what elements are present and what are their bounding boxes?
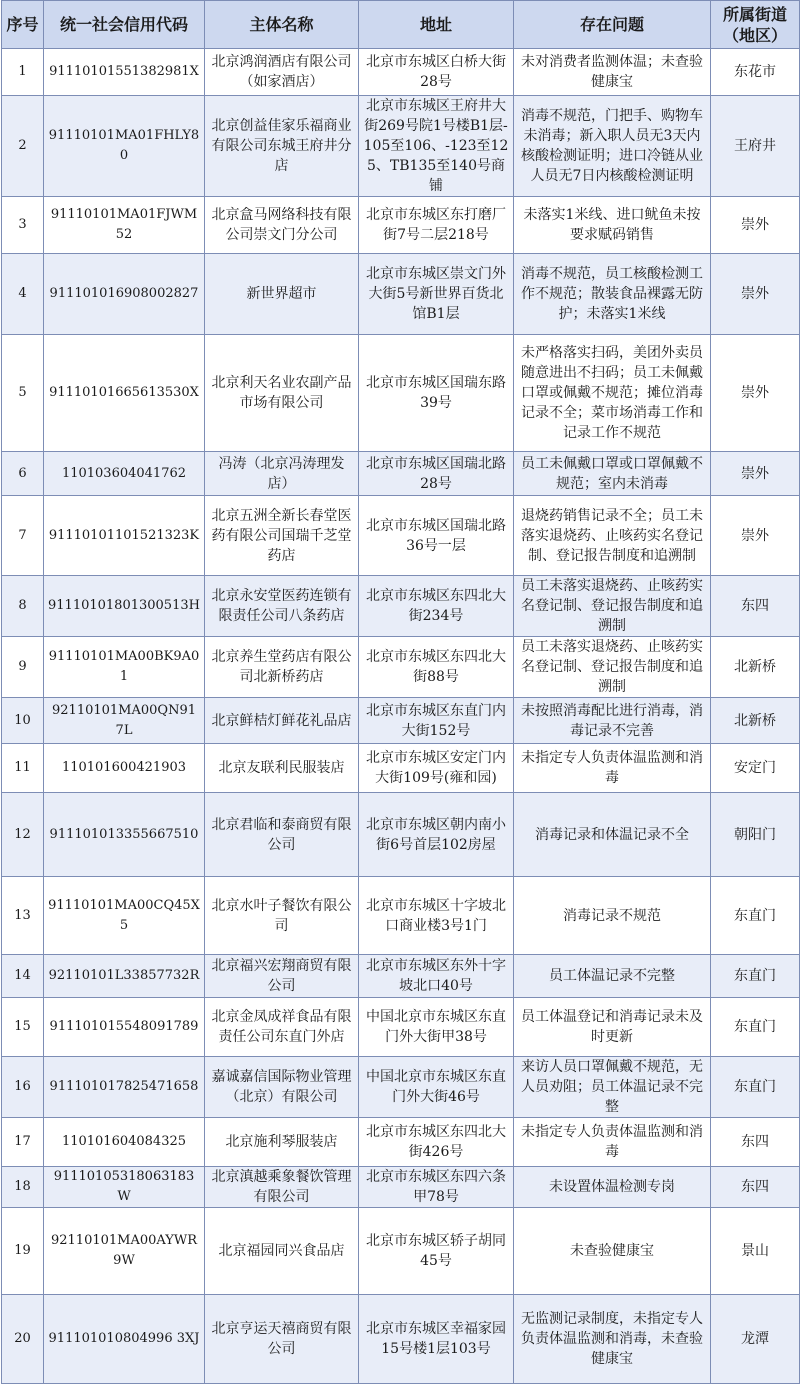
cell-code: 92110101MA00QN917L — [44, 698, 205, 744]
cell-name: 北京友联利民服装店 — [205, 744, 359, 793]
cell-address: 中国北京市东城区东直门外大街甲38号 — [359, 998, 514, 1057]
cell-issue: 未指定专人负责体温监测和消毒 — [514, 744, 711, 793]
cell-code: 911101016908002827 — [44, 254, 205, 335]
cell-issue: 未对消费者监测体温；未查验健康宝 — [514, 49, 711, 96]
cell-index: 14 — [2, 955, 44, 998]
cell-issue: 未设置体温检测专岗 — [514, 1167, 711, 1208]
cell-code: 91110101MA01FHLY80 — [44, 96, 205, 197]
cell-issue: 员工体温记录不完整 — [514, 955, 711, 998]
cell-code: 91110101551382981X — [44, 49, 205, 96]
cell-issue: 员工未落实退烧药、止咳药实名登记制、登记报告制度和追溯制 — [514, 576, 711, 637]
cell-street: 北新桥 — [711, 698, 800, 744]
cell-name: 冯涛（北京冯涛理发店） — [205, 452, 359, 496]
cell-street: 安定门 — [711, 744, 800, 793]
table-row — [2, 197, 800, 254]
cell-address: 北京市东城区王府井大街269号院1号楼B1层-105至106、-123至125、TB135至140号商铺 — [359, 96, 514, 197]
cell-street: 崇外 — [711, 254, 800, 335]
cell-address: 北京市东城区轿子胡同45号 — [359, 1208, 514, 1295]
cell-index: 12 — [2, 793, 44, 877]
cell-issue: 未严格落实扫码，美团外卖员随意进出不扫码；员工未佩戴口罩或佩戴不规范；摊位消毒记录不全；菜市场消毒工作和记录工作不规范 — [514, 335, 711, 452]
cell-issue: 无监测记录制度，未指定专人负责体温监测和消毒，未查验健康宝 — [514, 1295, 711, 1384]
header-name: 主体名称 — [205, 1, 359, 49]
cell-index: 19 — [2, 1208, 44, 1295]
cell-street: 东四 — [711, 1118, 800, 1167]
cell-name: 北京永安堂医药连锁有限责任公司八条药店 — [205, 576, 359, 637]
table-row — [2, 96, 800, 197]
cell-street: 东直门 — [711, 955, 800, 998]
cell-address: 北京市东城区十字坡北口商业楼3号1门 — [359, 877, 514, 955]
header-index: 序号 — [2, 1, 44, 49]
cell-index: 18 — [2, 1167, 44, 1208]
cell-issue: 未落实1米线、进口鱿鱼未按要求赋码销售 — [514, 197, 711, 254]
table-row — [2, 1057, 800, 1118]
cell-name: 北京施利琴服装店 — [205, 1118, 359, 1167]
cell-address: 北京市东城区朝内南小街6号首层102房屋 — [359, 793, 514, 877]
cell-index: 2 — [2, 96, 44, 197]
cell-index: 10 — [2, 698, 44, 744]
cell-name: 嘉诚嘉信国际物业管理（北京）有限公司 — [205, 1057, 359, 1118]
cell-address: 北京市东城区东直门内大街152号 — [359, 698, 514, 744]
cell-index: 1 — [2, 49, 44, 96]
cell-address: 北京市东城区东打磨厂街7号二层218号 — [359, 197, 514, 254]
cell-street: 景山 — [711, 1208, 800, 1295]
cell-issue: 来访人员口罩佩戴不规范，无人员劝阻；员工体温记录不完整 — [514, 1057, 711, 1118]
cell-address: 北京市东城区国瑞东路39号 — [359, 335, 514, 452]
cell-address: 北京市东城区国瑞北路36号一层 — [359, 496, 514, 576]
cell-name: 北京水叶子餐饮有限公司 — [205, 877, 359, 955]
cell-code: 110101600421903 — [44, 744, 205, 793]
cell-street: 崇外 — [711, 496, 800, 576]
header-address: 地址 — [359, 1, 514, 49]
cell-index: 15 — [2, 998, 44, 1057]
cell-issue: 消毒记录不规范 — [514, 877, 711, 955]
cell-code: 91110101101521323K — [44, 496, 205, 576]
cell-code: 911101010804996 3XJ — [44, 1295, 205, 1384]
header-issue: 存在问题 — [514, 1, 711, 49]
cell-street: 朝阳门 — [711, 793, 800, 877]
cell-code: 91110101MA00BK9A01 — [44, 637, 205, 698]
cell-address: 中国北京市东城区东直门外大街46号 — [359, 1057, 514, 1118]
cell-street: 东直门 — [711, 1057, 800, 1118]
cell-code: 911101017825471658 — [44, 1057, 205, 1118]
cell-issue: 退烧药销售记录不全；员工未落实退烧药、止咳药实名登记制、登记报告制度和追溯制 — [514, 496, 711, 576]
cell-code: 911101015548091789 — [44, 998, 205, 1057]
cell-name: 北京金凤成祥食品有限责任公司东直门外店 — [205, 998, 359, 1057]
table-row — [2, 877, 800, 955]
cell-name: 北京养生堂药店有限公司北新桥药店 — [205, 637, 359, 698]
cell-issue: 消毒记录和体温记录不全 — [514, 793, 711, 877]
cell-street: 东直门 — [711, 998, 800, 1057]
cell-street: 东直门 — [711, 877, 800, 955]
cell-street: 东四 — [711, 1167, 800, 1208]
cell-code: 92110101L33857732R — [44, 955, 205, 998]
cell-address: 北京市东城区崇文门外大街5号新世界百货北馆B1层 — [359, 254, 514, 335]
cell-name: 北京五洲全新长春堂医药有限公司国瑞千芝堂药店 — [205, 496, 359, 576]
cell-name: 北京鸿润酒店有限公司（如家酒店） — [205, 49, 359, 96]
cell-code: 91110101MA01FJWM52 — [44, 197, 205, 254]
cell-code: 91110101665613530X — [44, 335, 205, 452]
table-row — [2, 637, 800, 698]
cell-name: 北京鲜桔灯鲜花礼品店 — [205, 698, 359, 744]
cell-street: 崇外 — [711, 335, 800, 452]
table-row — [2, 1118, 800, 1167]
cell-index: 5 — [2, 335, 44, 452]
cell-issue: 未按照消毒配比进行消毒，消毒记录不完善 — [514, 698, 711, 744]
table-row — [2, 335, 800, 452]
cell-code: 92110101MA00AYWR9W — [44, 1208, 205, 1295]
cell-index: 11 — [2, 744, 44, 793]
cell-code: 91110105318063183W — [44, 1167, 205, 1208]
cell-name: 北京福园同兴食品店 — [205, 1208, 359, 1295]
cell-address: 北京市东城区白桥大街28号 — [359, 49, 514, 96]
cell-address: 北京市东城区东四六条甲78号 — [359, 1167, 514, 1208]
cell-name: 北京利天名业农副产品市场有限公司 — [205, 335, 359, 452]
cell-name: 北京盒马网络科技有限公司崇文门分公司 — [205, 197, 359, 254]
cell-street: 东四 — [711, 576, 800, 637]
cell-index: 4 — [2, 254, 44, 335]
cell-address: 北京市东城区幸福家园15号楼1层103号 — [359, 1295, 514, 1384]
cell-address: 北京市东城区国瑞北路28号 — [359, 452, 514, 496]
header-code: 统一社会信用代码 — [44, 1, 205, 49]
table-row — [2, 1295, 800, 1384]
header-street: 所属街道（地区） — [711, 1, 800, 49]
cell-index: 3 — [2, 197, 44, 254]
table-row — [2, 1167, 800, 1208]
cell-address: 北京市东城区东四北大街426号 — [359, 1118, 514, 1167]
cell-issue: 未指定专人负责体温监测和消毒 — [514, 1118, 711, 1167]
cell-name: 北京亨运天禧商贸有限公司 — [205, 1295, 359, 1384]
table-row — [2, 452, 800, 496]
cell-code: 91110101MA00CQ45X5 — [44, 877, 205, 955]
table-row — [2, 496, 800, 576]
table-row — [2, 998, 800, 1057]
cell-street: 崇外 — [711, 197, 800, 254]
cell-address: 北京市东城区东四北大街88号 — [359, 637, 514, 698]
cell-issue: 员工未落实退烧药、止咳药实名登记制、登记报告制度和追溯制 — [514, 637, 711, 698]
table-row — [2, 698, 800, 744]
table-row — [2, 49, 800, 96]
cell-code: 91110101801300513H — [44, 576, 205, 637]
cell-address: 北京市东城区东四北大街234号 — [359, 576, 514, 637]
table-row — [2, 955, 800, 998]
table-row — [2, 254, 800, 335]
cell-index: 16 — [2, 1057, 44, 1118]
cell-index: 7 — [2, 496, 44, 576]
cell-street: 崇外 — [711, 452, 800, 496]
cell-address: 北京市东城区东外十字坡北口40号 — [359, 955, 514, 998]
cell-name: 北京创益佳家乐福商业有限公司东城王府井分店 — [205, 96, 359, 197]
cell-name: 北京滇越乘象餐饮管理有限公司 — [205, 1167, 359, 1208]
cell-index: 17 — [2, 1118, 44, 1167]
cell-index: 13 — [2, 877, 44, 955]
cell-street: 东花市 — [711, 49, 800, 96]
table-row — [2, 793, 800, 877]
cell-index: 8 — [2, 576, 44, 637]
cell-issue: 员工体温登记和消毒记录未及时更新 — [514, 998, 711, 1057]
cell-issue: 消毒不规范，门把手、购物车未消毒；新入职人员无3天内核酸检测证明；进口冷链从业人员无7日内核酸检测证明 — [514, 96, 711, 197]
cell-name: 北京福兴宏翔商贸有限公司 — [205, 955, 359, 998]
cell-index: 6 — [2, 452, 44, 496]
cell-street: 龙潭 — [711, 1295, 800, 1384]
cell-street: 北新桥 — [711, 637, 800, 698]
inspection-table — [1, 0, 800, 1384]
cell-issue: 员工未佩戴口罩或口罩佩戴不规范；室内未消毒 — [514, 452, 711, 496]
cell-name: 新世界超市 — [205, 254, 359, 335]
cell-street: 王府井 — [711, 96, 800, 197]
table-row — [2, 1208, 800, 1295]
table-row — [2, 744, 800, 793]
cell-address: 北京市东城区安定门内大街109号(雍和园) — [359, 744, 514, 793]
cell-name: 北京君临和泰商贸有限公司 — [205, 793, 359, 877]
cell-issue: 未查验健康宝 — [514, 1208, 711, 1295]
cell-index: 20 — [2, 1295, 44, 1384]
table-body — [2, 49, 800, 1384]
cell-code: 110101604084325 — [44, 1118, 205, 1167]
header-row — [2, 1, 800, 49]
table-row — [2, 576, 800, 637]
cell-index: 9 — [2, 637, 44, 698]
cell-code: 110103604041762 — [44, 452, 205, 496]
cell-code: 911101013355667510 — [44, 793, 205, 877]
cell-issue: 消毒不规范，员工核酸检测工作不规范；散装食品裸露无防护；未落实1米线 — [514, 254, 711, 335]
